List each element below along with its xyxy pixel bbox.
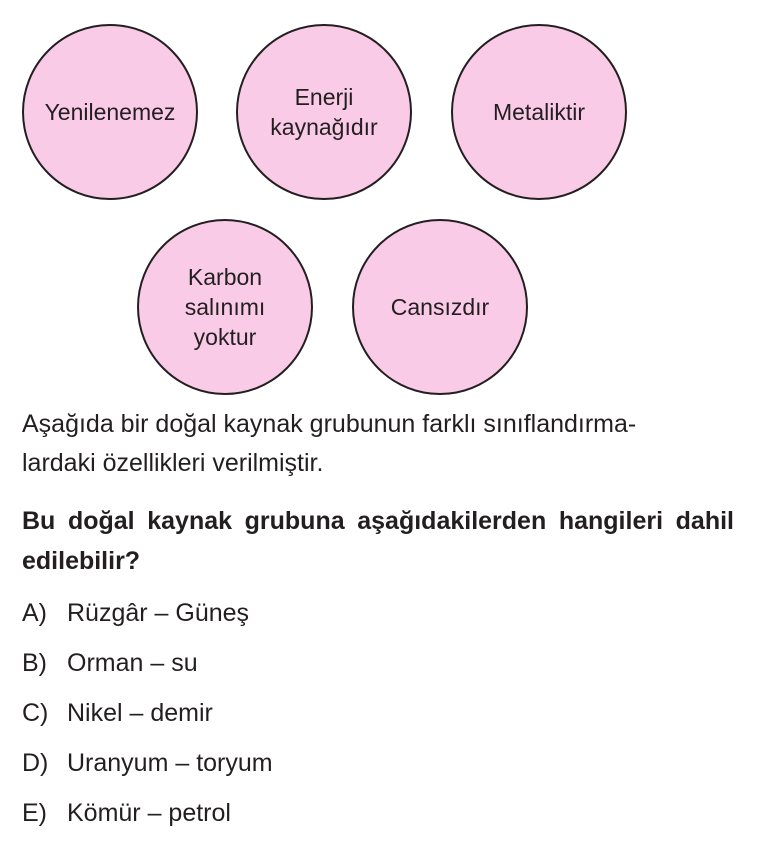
option-text: Uranyum – toryum [67,749,273,777]
intro-text: Aşağıda bir doğal kaynak grubunun farklı sınıflandırma- lardaki özellikleri verilmiştir. [22,410,637,477]
property-circle-metallic: Metaliktir [451,24,627,200]
answer-options [22,595,273,845]
option-text: Nikel – demir [67,699,213,727]
option-d[interactable] [22,745,273,795]
option-letter: C) [22,699,49,727]
option-letter: D) [22,749,49,777]
option-b[interactable] [22,645,273,695]
option-e[interactable] [22,795,273,845]
option-text: Rüzgâr – Güneş [67,599,250,627]
property-circle-inanimate: Cansızdır [352,219,528,395]
property-circle-no-carbon-emission: Karbon salınımı yoktur [137,219,313,395]
property-circle-energy-source: Enerji kaynağıdır [236,24,412,200]
option-a[interactable] [22,595,273,645]
option-text: Orman – su [67,649,198,677]
question-text: Bu doğal kaynak grubuna aşağıdakilerden hangileri dahil edilebilir? [22,507,734,575]
option-letter: E) [22,799,47,827]
option-c[interactable] [22,695,273,745]
option-letter: A) [22,599,47,627]
option-letter: B) [22,649,47,677]
option-text: Kömür – petrol [67,799,231,827]
property-circle-nonrenewable: Yenilenemez [22,24,198,200]
